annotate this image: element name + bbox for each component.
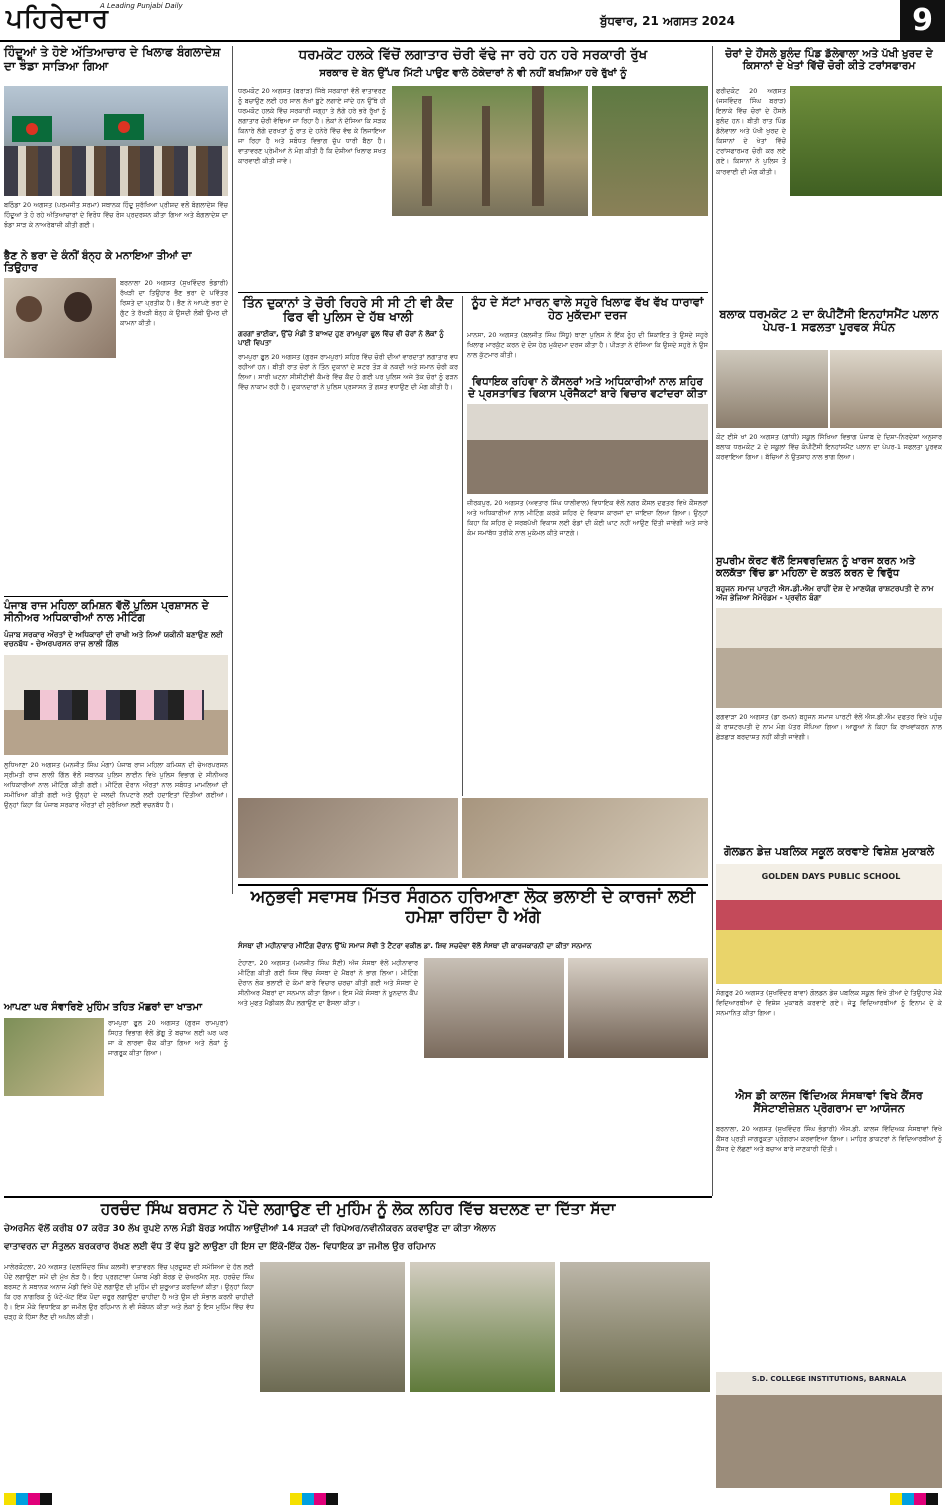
- swatch: [314, 1493, 326, 1505]
- honour-photo-2: [568, 958, 708, 1058]
- mla-meeting-body: ਜ਼ੀਰਕਪੁਰ, 20 ਅਗਸਤ (ਅਵਤਾਰ ਸਿੰਘ ਧਾਲੀਵਾਲ) ਵਿਧਾਇਕ ਵੱਲੋਂ ਨਗਰ ਕੌਂਸਲ ਦਫਤਰ ਵਿਖੇ ਕੌਂਸਲਰਾਂ ਅਤੇ ਅਧਿਕਾਰੀਆਂ ਨਾਲ ਮੀਟਿੰਗ ਕਰਕੇ ਸ਼ਹਿਰ ਦੇ ਵਿਕਾਸ ਕਾਰਜਾਂ ਦਾ ਜਾਇਜ਼ਾ ਲਿਆ ਗਿਆ। ਉਨ੍ਹਾਂ ਕਿਹਾ ਕਿ ਸ਼ਹਿਰ ਦੇ ਸਰਬਪੱਖੀ ਵਿਕਾਸ ਲਈ ਫੰਡਾਂ ਦੀ ਕੋਈ ਘਾਟ ਨਹੀਂ ਆਉਣ ਦਿੱਤੀ ਜਾਵੇਗੀ ਅਤੇ ਸਾਰੇ ਕੰਮ ਸਮਾਂਬੱਧ ਤਰੀਕੇ ਨਾਲ ਮੁਕੰਮਲ ਕੀਤੇ ਜਾਣਗੇ।: [467, 499, 708, 538]
- theft-subhead: ਗਰਗਾਂ ਭਾਈਕਾ, ਉੱਚੇ ਮੰਡੀ ਤੋਂ ਬਾਅਦ ਹੁਣ ਰਾਮਪੁਰਾ ਫੂਲ ਵਿੱਚ ਵੀ ਚੋਰਾਂ ਨੇ ਲੋਕਾਂ ਨੂੰ ਪਾਈ ਵਿਪਤਾ: [238, 330, 444, 347]
- memorandum-photo: [716, 608, 942, 708]
- left-story-1-body: ਬਠਿੰਡਾ 20 ਅਗਸਤ (ਪਰਮਜੀਤ ਸਰਮਾ) ਸਥਾਨਕ ਹਿੰਦੂ ਸੁਰੱਖਿਆ ਪ੍ਰੀਸ਼ਦ ਵਲੋਂ ਬੰਗਲਾਦੇਸ਼ ਵਿੱਚ ਹਿੰਦੂਆਂ ਤੇ ਹੋ ਰਹੇ ਅੱਤਿਆਚਾਰਾਂ ਦੇ ਵਿਰੋਧ ਵਿੱਚ ਰੋਸ ਪ੍ਰਦਰਸ਼ਨ ਕੀਤਾ ਗਿਆ ਅਤੇ ਬੰਗਲਾਦੇਸ਼ ਦਾ ਝੰਡਾ ਸਾੜ ਕੇ ਨਾਅਰੇਬਾਜ਼ੀ ਕੀਤੀ ਗਈ।: [4, 201, 228, 230]
- daughter-in-law-headline: ਨੂੰਹ ਦੇ ਸੱਟਾਂ ਮਾਰਨ ਵਾਲੇ ਸਹੁਰੇ ਖਿਲਾਫ ਵੱਖ ਵੱਖ ਧਾਰਾਵਾਂ ਹੇਠ ਮੁਕੱਦਮਾ ਦਰਜ: [471, 295, 704, 323]
- color-registration-bar-center: [290, 1493, 338, 1505]
- planting-photo-1: [260, 1262, 405, 1392]
- left-headline-2: ਭੈਣ ਨੇ ਭਰਾ ਦੇ ਕੰਨੀਂ ਬੰਨ੍ਹ ਕੇ ਮਨਾਇਆ ਤੀਆਂ ਦਾ ਤਿਉਹਾਰ: [4, 250, 192, 275]
- column-divider: [232, 46, 233, 894]
- left-story-4-body: ਰਾਮਪੁਰਾ ਫੂਲ 20 ਅਗਸਤ (ਗੁਰਜ ਰਾਮਪੁਰਾ) ਸਿਹਤ ਵਿਭਾਗ ਵੱਲੋਂ ਡੇਂਗੂ ਤੋਂ ਬਚਾਅ ਲਈ ਘਰ ਘਰ ਜਾ ਕੇ ਲਾਰਵਾ ਚੈਕ ਕੀਤਾ ਗਿਆ ਅਤੇ ਲੋਕਾਂ ਨੂੰ ਜਾਗਰੂਕ ਕੀਤਾ ਗਿਆ।: [108, 1019, 228, 1058]
- right-headline-3: ਸੁਪਰੀਮ ਕੋਰਟ ਵੱਲੋਂ ਇਸਵਰਦਿਸ਼ਨ ਨੂੰ ਖਾਰਜ ਕਰਨ ਅਤੇ ਕਲਕੱਤਾ ਵਿੱਚ ਡਾ ਮਹਿਲਾ ਦੇ ਕਤਲ ਕਰਨ ਦੇ ਵਿਰੁੱਧ: [716, 556, 915, 579]
- protest-photo: [4, 86, 228, 196]
- mla-meeting-photo: [467, 404, 708, 494]
- planting-photo-2: [410, 1262, 555, 1392]
- cctv-photo: [238, 798, 458, 878]
- bottom-subhead-2: ਵਾਤਾਵਰਨ ਦਾ ਸੰਤੁਲਨ ਬਰਕਰਾਰ ਰੱਖਣ ਲਈ ਵੱਧ ਤੋਂ ਵੱਧ ਬੂਟੇ ਲਾਉਣਾ ਹੀ ਇਸ ਦਾ ਇੱਕੋ-ਇੱਕ ਹੱਲ- ਵਿਧਾਇਕ ਡਾ ਜਮੀਲ ਉਰ ਰਹਿਮਾਨ: [4, 1242, 436, 1252]
- masthead: [0, 0, 945, 42]
- swatch: [4, 1493, 16, 1505]
- planting-photo-3: [560, 1262, 710, 1392]
- swatch: [290, 1493, 302, 1505]
- exam-photo-1: [716, 350, 828, 428]
- swatch: [914, 1493, 926, 1505]
- health-org-body: ਟੋਹਾਣਾ, 20 ਅਗਸਤ (ਮਨਜੀਤ ਸਿੰਘ ਸੈਣੀ) ਅੱਜ ਸੰਸਥਾ ਵੱਲੋਂ ਮਹੀਨਾਵਾਰ ਮੀਟਿੰਗ ਕੀਤੀ ਗਈ ਜਿਸ ਵਿੱਚ ਸੰਸਥਾ ਦੇ ਮੈਂਬਰਾਂ ਨੇ ਭਾਗ ਲਿਆ। ਮੀਟਿੰਗ ਦੌਰਾਨ ਲੋਕ ਭਲਾਈ ਦੇ ਕੰਮਾਂ ਬਾਰੇ ਵਿਚਾਰ ਚਰਚਾ ਕੀਤੀ ਗਈ ਅਤੇ ਸੰਸਥਾ ਦੇ ਸੀਨੀਅਰ ਮੈਂਬਰਾਂ ਦਾ ਸਨਮਾਨ ਕੀਤਾ ਗਿਆ। ਇਸ ਮੌਕੇ ਸੰਸਥਾ ਨੇ ਖੂਨਦਾਨ ਕੈਂਪ ਅਤੇ ਮੁਫਤ ਮੈਡੀਕਲ ਕੈਂਪ ਲਗਾਉਣ ਦਾ ਫੈਸਲਾ ਕੀਤਾ।: [238, 959, 418, 1008]
- college-sign: S.D. COLLEGE INSTITUTIONS, BARNALA: [751, 1375, 907, 1383]
- right-headline-5: ਐਸ ਡੀ ਕਾਲਜ ਵਿੱਦਿਅਕ ਸੰਸਥਾਵਾਂ ਵਿਖੇ ਕੈਂਸਰ ਸੈਂਸੇਟਾਈਜ਼ੇਸ਼ਨ ਪ੍ਰੋਗਰਾਮ ਦਾ ਆਯੋਜਨ: [735, 1089, 923, 1115]
- right-subhead-3: ਬਹੁਜਨ ਸਮਾਜ ਪਾਰਟੀ ਐਸ.ਡੀ.ਐਮ ਰਾਹੀਂ ਦੇਸ਼ ਦੇ ਮਾਣਯੋਗ ਰਾਸ਼ਟਰਪਤੀ ਦੇ ਨਾਮ ਅੱਜ ਭੇਜਿਆ ਮੈਮੋਰੰਡਮ - ਪ੍ਰਵੀਨ ਬੰਗਾ: [716, 584, 934, 603]
- bottom-body: ਮਾਲੇਰਕੋਟਲਾ, 20 ਅਗਸਤ (ਦਲਜਿੰਦਰ ਸਿੰਘ ਕਲਸੀ) ਵਾਤਾਵਰਨ ਵਿੱਚ ਪ੍ਰਦੂਸ਼ਣ ਦੀ ਸਮੱਸਿਆ ਦੇ ਹੱਲ ਲਈ ਪੌਦੇ ਲਗਾਉਣਾ ਸਮੇਂ ਦੀ ਮੁੱਖ ਲੋੜ ਹੈ। ਇਹ ਪ੍ਰਗਟਾਵਾ ਪੰਜਾਬ ਮੰਡੀ ਬੋਰਡ ਦੇ ਚੇਅਰਮੈਨ ਸ੍ਰ. ਹਰਚੰਦ ਸਿੰਘ ਬਰਸਟ ਨੇ ਸਥਾਨਕ ਅਨਾਜ ਮੰਡੀ ਵਿਖੇ ਪੌਦੇ ਲਗਾਉਣ ਦੀ ਮੁਹਿੰਮ ਦੀ ਸ਼ੁਰੂਆਤ ਕਰਦਿਆਂ ਕੀਤਾ। ਉਨ੍ਹਾਂ ਕਿਹਾ ਕਿ ਹਰ ਨਾਗਰਿਕ ਨੂੰ ਘੱਟੋ-ਘੱਟ ਇੱਕ ਪੌਦਾ ਜ਼ਰੂਰ ਲਗਾਉਣਾ ਚਾਹੀਦਾ ਹੈ ਅਤੇ ਉਸ ਦੀ ਸੰਭਾਲ ਕਰਨੀ ਚਾਹੀਦੀ ਹੈ। ਇਸ ਮੌਕੇ ਵਿਧਾਇਕ ਡਾ ਜਮੀਲ ਉਰ ਰਹਿਮਾਨ ਨੇ ਵੀ ਸੰਬੋਧਨ ਕੀਤਾ ਅਤੇ ਲੋਕਾਂ ਨੂੰ ਇਸ ਮੁਹਿੰਮ ਵਿੱਚ ਵੱਧ ਚੜ੍ਹ ਕੇ ਹਿੱਸਾ ਲੈਣ ਦੀ ਅਪੀਲ ਕੀਤੀ।: [4, 1263, 254, 1322]
- issue-date: ਬੁੱਧਵਾਰ, 21 ਅਗਸਤ 2024: [600, 14, 735, 28]
- swatch: [326, 1493, 338, 1505]
- left-story-3-body: ਲੁਧਿਆਣਾ 20 ਅਗਸਤ (ਮਨਜੀਤ ਸਿੰਘ ਮੰਗਾ) ਪੰਜਾਬ ਰਾਜ ਮਹਿਲਾ ਕਮਿਸ਼ਨ ਦੀ ਚੇਅਰਪਰਸਨ ਸ੍ਰੀਮਤੀ ਰਾਜ ਲਾਲੀ ਗਿੱਲ ਵੱਲੋਂ ਸਥਾਨਕ ਪੁਲਿਸ ਲਾਈਨ ਵਿਖੇ ਪੁਲਿਸ ਵਿਭਾਗ ਦੇ ਸੀਨੀਅਰ ਅਧਿਕਾਰੀਆਂ ਨਾਲ ਮੀਟਿੰਗ ਕੀਤੀ ਗਈ। ਮੀਟਿੰਗ ਦੌਰਾਨ ਔਰਤਾਂ ਨਾਲ ਸਬੰਧਤ ਮਾਮਲਿਆਂ ਦੀ ਸਮੀਖਿਆ ਕੀਤੀ ਗਈ ਅਤੇ ਉਨ੍ਹਾਂ ਦੇ ਜਲਦੀ ਨਿਪਟਾਰੇ ਲਈ ਹਦਾਇਤਾਂ ਦਿੱਤੀਆਂ ਗਈਆਂ। ਉਨ੍ਹਾਂ ਕਿਹਾ ਕਿ ਪੰਜਾਬ ਸਰਕਾਰ ਔਰਤਾਂ ਦੀ ਸੁਰੱਖਿਆ ਲਈ ਵਚਨਬੱਧ ਹੈ।: [4, 761, 228, 810]
- swatch: [926, 1493, 938, 1505]
- right-story-2-body: ਕੋਟ ਈਸੇ ਖਾਂ 20 ਅਗਸਤ (ਗਾਂਧੀ) ਸਕੂਲ ਸਿੱਖਿਆ ਵਿਭਾਗ ਪੰਜਾਬ ਦੇ ਦਿਸ਼ਾ-ਨਿਰਦੇਸ਼ਾਂ ਅਨੁਸਾਰ ਬਲਾਕ ਧਰਮਕੋਟ 2 ਦੇ ਸਕੂਲਾਂ ਵਿੱਚ ਕੰਪੀਟੈਂਸੀ ਇਨਹਾਂਸਮੈਂਟ ਪਲਾਨ ਦਾ ਪੇਪਰ-1 ਸਫਲਤਾ ਪੂਰਵਕ ਕਰਵਾਇਆ ਗਿਆ। ਬੱਚਿਆਂ ਨੇ ਉਤਸ਼ਾਹ ਨਾਲ ਭਾਗ ਲਿਆ।: [716, 433, 942, 462]
- health-org-subhead: ਸੰਸਥਾ ਦੀ ਮਹੀਨਾਵਾਰ ਮੀਟਿੰਗ ਦੌਰਾਨ ਉੱਘੇ ਸਮਾਜ ਸੇਵੀ ਤੇ ਟੈਂਟਰਾ ਵਕੀਲ ਡਾ. ਸ਼ਿਵ ਸਚਦੇਵਾ ਵੱਲੋਂ ਸੰਸਥਾ ਦੀ ਕਾਰਜਕਾਰਨੀ ਦਾ ਕੀਤਾ ਸਨਮਾਨ: [238, 942, 592, 950]
- page-number: 9: [900, 0, 945, 42]
- shop-photo: [462, 798, 708, 878]
- bottom-headline: ਹਰਚੰਦ ਸਿੰਘ ਬਰਸਟ ਨੇ ਪੌਦੇ ਲਗਾਉਣ ਦੀ ਮੁਹਿੰਮ ਨੂੰ ਲੋਕ ਲਹਿਰ ਵਿੱਚ ਬਦਲਣ ਦਾ ਦਿੱਤਾ ਸੱਦਾ: [100, 1199, 616, 1218]
- exam-photo-2: [830, 350, 942, 428]
- cut-tree-photo: [592, 86, 708, 216]
- daughter-in-law-body: ਮਾਨਸਾ, 20 ਅਗਸਤ (ਬਲਜੀਤ ਸਿੰਘ ਸਿੱਧੂ) ਥਾਣਾ ਪੁਲਿਸ ਨੇ ਇੱਕ ਨੂੰਹ ਦੀ ਸ਼ਿਕਾਇਤ ਤੇ ਉਸਦੇ ਸਹੁਰੇ ਖਿਲਾਫ ਮਾਰਕੁੱਟ ਕਰਨ ਦੇ ਦੋਸ਼ ਹੇਠ ਮੁਕੱਦਮਾ ਦਰਜ ਕੀਤਾ ਹੈ। ਪੀੜਤਾ ਨੇ ਦੱਸਿਆ ਕਿ ਉਸਦੇ ਸਹੁਰੇ ਨੇ ਉਸ ਨਾਲ ਕੁੱਟਮਾਰ ਕੀਤੀ।: [467, 331, 708, 360]
- right-story-3-body: ਫਗਵਾੜਾ 20 ਅਗਸਤ (ਡਾ ਰਮਨ) ਬਹੁਜਨ ਸਮਾਜ ਪਾਰਟੀ ਵੱਲੋਂ ਐਸ.ਡੀ.ਐਮ ਦਫਤਰ ਵਿਖੇ ਪਹੁੰਚ ਕੇ ਰਾਸ਼ਟਰਪਤੀ ਦੇ ਨਾਮ ਮੰਗ ਪੱਤਰ ਸੌਂਪਿਆ ਗਿਆ। ਆਗੂਆਂ ਨੇ ਕਿਹਾ ਕਿ ਰਾਖਵਾਂਕਰਨ ਨਾਲ ਛੇੜਛਾੜ ਬਰਦਾਸ਼ਤ ਨਹੀਂ ਕੀਤੀ ਜਾਵੇਗੀ।: [716, 713, 942, 742]
- swatch: [40, 1493, 52, 1505]
- tagline: A Leading Punjabi Daily: [100, 2, 183, 10]
- right-headline-1: ਚੋਰਾਂ ਦੇ ਹੌਂਸਲੇ ਬੁਲੰਦ ਪਿੰਡ ਡੱਲੇਵਾਲਾ ਅਤੇ ਪੱਖੀ ਖੁਰਦ ਦੇ ਕਿਸਾਨਾਂ ਦੇ ਖੇਤਾਂ ਵਿੱਚੋਂ ਚੋਰੀ ਕੀਤੇ ਟਰਾਂਸਫਾਰਮ: [725, 48, 933, 73]
- left-headline-1: ਹਿੰਦੂਆਂ ਤੇ ਹੋਏ ਅੱਤਿਆਚਾਰ ਦੇ ਖਿਲਾਫ ਬੰਗਲਾਦੇਸ਼ ਦਾ ਝੰਡਾ ਸਾੜਿਆ ਗਿਆ: [4, 45, 221, 73]
- rakhi-photo: [4, 278, 116, 358]
- swatch: [890, 1493, 902, 1505]
- theft-headline: ਤਿੰਨ ਦੁਕਾਨਾਂ ਤੇ ਚੋਰੀ ਰਿਹਰੇ ਸੀ ਸੀ ਟੀ ਵੀ ਕੈਦ ਫਿਰ ਵੀ ਪੁਲਿਸ ਦੇ ਹੱਥ ਖਾਲੀ: [242, 295, 454, 325]
- swatch: [302, 1493, 314, 1505]
- theft-body: ਰਾਮਪੁਰਾ ਫੂਲ 20 ਅਗਸਤ (ਗੁਰਜ ਰਾਮਪੁਰਾ) ਸ਼ਹਿਰ ਵਿੱਚ ਚੋਰੀ ਦੀਆਂ ਵਾਰਦਾਤਾਂ ਲਗਾਤਾਰ ਵਧ ਰਹੀਆਂ ਹਨ। ਬੀਤੀ ਰਾਤ ਚੋਰਾਂ ਨੇ ਤਿੰਨ ਦੁਕਾਨਾਂ ਦੇ ਸ਼ਟਰ ਤੋੜ ਕੇ ਨਕਦੀ ਅਤੇ ਸਮਾਨ ਚੋਰੀ ਕਰ ਲਿਆ। ਸਾਰੀ ਘਟਨਾ ਸੀਸੀਟੀਵੀ ਕੈਮਰੇ ਵਿੱਚ ਕੈਦ ਹੋ ਗਈ ਪਰ ਪੁਲਿਸ ਅਜੇ ਤੱਕ ਚੋਰਾਂ ਨੂੰ ਫੜਨ ਵਿੱਚ ਨਾਕਾਮ ਰਹੀ ਹੈ। ਦੁਕਾਨਦਾਰਾਂ ਨੇ ਪੁਲਿਸ ਪ੍ਰਸ਼ਾਸਨ ਤੋਂ ਗਸ਼ਤ ਵਧਾਉਣ ਦੀ ਮੰਗ ਕੀਤੀ ਹੈ।: [238, 353, 458, 392]
- lead-body: ਧਰਮਕੋਟ 20 ਅਗਸਤ (ਬਰਾੜ) ਜਿੱਥੇ ਸਰਕਾਰਾਂ ਵੱਲੋਂ ਵਾਤਾਵਰਣ ਨੂੰ ਬਚਾਉਣ ਲਈ ਹਰ ਸਾਲ ਲੱਖਾਂ ਬੂਟੇ ਲਗਾਏ ਜਾਂਦੇ ਹਨ ਉੱਥੇ ਹੀ ਧਰਮਕੋਟ ਹਲਕੇ ਵਿੱਚ ਸਰਕਾਰੀ ਜਗ੍ਹਾ ਤੇ ਲੱਗੇ ਹਰੇ ਭਰੇ ਰੁੱਖਾਂ ਨੂੰ ਲਗਾਤਾਰ ਚੋਰੀ ਵੱਢਿਆ ਜਾ ਰਿਹਾ ਹੈ। ਲੋਕਾਂ ਨੇ ਦੱਸਿਆ ਕਿ ਸੜਕ ਕਿਨਾਰੇ ਲੱਗੇ ਦਰਖਤਾਂ ਨੂੰ ਰਾਤ ਦੇ ਹਨੇਰੇ ਵਿੱਚ ਵੱਢ ਕੇ ਲਿਜਾਇਆ ਜਾ ਰਿਹਾ ਹੈ ਅਤੇ ਸਬੰਧਤ ਵਿਭਾਗ ਚੁੱਪ ਧਾਰੀ ਬੈਠਾ ਹੈ। ਵਾਤਾਵਰਣ ਪ੍ਰੇਮੀਆਂ ਨੇ ਮੰਗ ਕੀਤੀ ਹੈ ਕਿ ਦੋਸ਼ੀਆਂ ਖਿਲਾਫ ਸਖਤ ਕਾਰਵਾਈ ਕੀਤੀ ਜਾਵੇ।: [238, 87, 386, 166]
- right-story-4-body: ਸੰਗਰੂਰ 20 ਅਗਸਤ (ਸੁਖਵਿੰਦਰ ਬਾਵਾ) ਗੋਲਡਨ ਡੇਜ਼ ਪਬਲਿਕ ਸਕੂਲ ਵਿਖੇ ਤੀਆਂ ਦੇ ਤਿਉਹਾਰ ਮੌਕੇ ਵਿਦਿਆਰਥੀਆਂ ਦੇ ਵਿਸ਼ੇਸ਼ ਮੁਕਾਬਲੇ ਕਰਵਾਏ ਗਏ। ਜੇਤੂ ਵਿਦਿਆਰਥੀਆਂ ਨੂੰ ਇਨਾਮ ਦੇ ਕੇ ਸਨਮਾਨਿਤ ਕੀਤਾ ਗਿਆ।: [716, 989, 942, 1018]
- left-subhead-3: ਪੰਜਾਬ ਸਰਕਾਰ ਔਰਤਾਂ ਦੇ ਅਧਿਕਾਰਾਂ ਦੀ ਰਾਖੀ ਅਤੇ ਨਿਆਂ ਯਕੀਨੀ ਬਣਾਉਣ ਲਈ ਵਚਨਬੱਧ - ਚੇਅਰਪਰਸਨ ਰਾਜ ਲਾਲੀ ਗਿੱਲ: [4, 630, 223, 649]
- honour-photo-1: [424, 958, 564, 1058]
- right-story-5-body: ਬਰਨਾਲਾ, 20 ਅਗਸਤ (ਸੁਖਵਿੰਦਰ ਸਿੰਘ ਭੰਡਾਰੀ) ਐਸ.ਡੀ. ਕਾਲਜ ਵਿੱਦਿਅਕ ਸੰਸਥਾਵਾਂ ਵਿਖੇ ਕੈਂਸਰ ਪ੍ਰਤੀ ਜਾਗਰੂਕਤਾ ਪ੍ਰੋਗਰਾਮ ਕਰਵਾਇਆ ਗਿਆ। ਮਾਹਿਰ ਡਾਕਟਰਾਂ ਨੇ ਵਿਦਿਆਰਥੀਆਂ ਨੂੰ ਕੈਂਸਰ ਦੇ ਲੱਛਣਾਂ ਅਤੇ ਬਚਾਅ ਬਾਰੇ ਜਾਣਕਾਰੀ ਦਿੱਤੀ।: [716, 1125, 942, 1154]
- field-photo: [790, 86, 942, 196]
- tree-stumps-photo: [392, 86, 588, 216]
- school-sign: GOLDEN DAYS PUBLIC SCHOOL: [761, 872, 901, 881]
- meeting-photo: [4, 655, 228, 755]
- right-headline-4: ਗੋਲਡਨ ਡੇਜ਼ ਪਬਲਿਕ ਸਕੂਲ ਕਰਵਾਏ ਵਿਸ਼ੇਸ਼ ਮੁਕਾਬਲੇ: [723, 845, 935, 858]
- lead-subhead: ਸਰਕਾਰ ਦੇ ਬੇਨ ਉੱਪਰ ਮਿੱਟੀ ਪਾਉਣ ਵਾਲੇ ਠੇਕੇਦਾਰਾਂ ਨੇ ਵੀ ਨਹੀਂ ਬਖਸ਼ਿਆ ਹਰੇ ਰੁੱਖਾਂ ਨੂੰ: [319, 68, 627, 79]
- color-registration-bar-left: [4, 1493, 52, 1505]
- school-photo: [716, 864, 942, 984]
- newspaper-logo: ਪਹਿਰੇਦਾਰ: [6, 4, 109, 34]
- bottom-subhead-1: ਚੇਅਰਮੈਨ ਵੱਲੋਂ ਕਰੀਬ 07 ਕਰੋੜ 30 ਲੱਖ ਰੁਪਏ ਨਾਲ ਮੰਡੀ ਬੋਰਡ ਅਧੀਨ ਆਉਂਦੀਆਂ 14 ਸੜਕਾਂ ਦੀ ਰਿਪੇਅਰ/ਨਵੀਨੀਕਰਨ ਕਰਵਾਉਣ ਦਾ ਕੀਤਾ ਐਲਾਨ: [4, 1224, 496, 1234]
- mla-meeting-headline: ਵਿਧਾਇਕ ਰਹਿਵਾ ਨੇ ਕੌਂਸਲਰਾਂ ਅਤੇ ਅਧਿਕਾਰੀਆਂ ਨਾਲ ਸ਼ਹਿਰ ਦੇ ਪ੍ਰਸਤਾਵਿਤ ਵਿਕਾਸ ਪ੍ਰੋਜੈਕਟਾਂ ਬਾਰੇ ਵਿਚਾਰ ਵਟਾਂਦਰਾ ਕੀਤਾ: [468, 376, 707, 401]
- color-registration-bar-right: [890, 1493, 938, 1505]
- left-headline-3: ਪੰਜਾਬ ਰਾਜ ਮਹਿਲਾ ਕਮਿਸ਼ਨ ਵੱਲੋਂ ਪੁਲਿਸ ਪ੍ਰਸ਼ਾਸਨ ਦੇ ਸੀਨੀਅਰ ਅਧਿਕਾਰੀਆਂ ਨਾਲ ਮੀਟਿੰਗ: [4, 600, 209, 625]
- swatch: [28, 1493, 40, 1505]
- left-headline-4: ਆਪਣਾ ਘਰ ਸੰਵਾਰਿਏ ਮੁਹਿੰਮ ਤਹਿਤ ਮੱਛਰਾਂ ਦਾ ਖਾਤਮਾ: [4, 1002, 202, 1013]
- swatch: [902, 1493, 914, 1505]
- left-story-2-body-a: ਬਰਨਾਲਾ 20 ਅਗਸਤ (ਸੁਖਵਿੰਦਰ ਭੰਡਾਰੀ) ਰੱਖੜੀ ਦਾ ਤਿਉਹਾਰ ਭੈਣ ਭਰਾ ਦੇ ਪਵਿੱਤਰ ਰਿਸ਼ਤੇ ਦਾ ਪ੍ਰਤੀਕ ਹੈ। ਭੈਣ ਨੇ ਆਪਣੇ ਭਰਾ ਦੇ ਗੁੱਟ ਤੇ ਰੱਖੜੀ ਬੰਨ੍ਹ ਕੇ ਉਸਦੀ ਲੰਬੀ ਉਮਰ ਦੀ ਕਾਮਨਾ ਕੀਤੀ।: [120, 279, 228, 328]
- right-headline-2: ਬਲਾਕ ਧਰਮਕੋਟ 2 ਦਾ ਕੰਪੀਟੈਂਸੀ ਇਨਹਾਂਸਮੈਂਟ ਪਲਾਨ ਪੇਪਰ-1 ਸਫਲਤਾ ਪੂਰਵਕ ਸੰਪੰਨ: [719, 307, 939, 335]
- flag-graphic: [12, 116, 52, 142]
- lead-headline: ਧਰਮਕੋਟ ਹਲਕੇ ਵਿੱਚੋਂ ਲਗਾਤਾਰ ਚੋਰੀ ਵੱਢੇ ਜਾ ਰਹੇ ਹਨ ਹਰੇ ਸਰਕਾਰੀ ਰੁੱਖ: [298, 47, 648, 63]
- fogging-photo: [4, 1018, 104, 1096]
- college-photo: [716, 1372, 942, 1488]
- right-story-1-body: ਫਰੀਦਕੋਟ 20 ਅਗਸਤ (ਜਸਵਿੰਦਰ ਸਿੰਘ ਬਰਾੜ) ਇਲਾਕੇ ਵਿੱਚ ਚੋਰਾਂ ਦੇ ਹੌਂਸਲੇ ਬੁਲੰਦ ਹਨ। ਬੀਤੀ ਰਾਤ ਪਿੰਡ ਡੱਲੇਵਾਲਾ ਅਤੇ ਪੱਖੀ ਖੁਰਦ ਦੇ ਕਿਸਾਨਾਂ ਦੇ ਖੇਤਾਂ ਵਿੱਚੋਂ ਟਰਾਂਸਫਾਰਮਰ ਚੋਰੀ ਕਰ ਲਏ ਗਏ। ਕਿਸਾਨਾਂ ਨੇ ਪੁਲਿਸ ਤੋਂ ਕਾਰਵਾਈ ਦੀ ਮੰਗ ਕੀਤੀ।: [716, 87, 786, 176]
- health-org-headline: ਅਨੁਭਵੀ ਸਵਾਸਥ ਮਿੱਤਰ ਸੰਗਠਨ ਹਰਿਆਣਾ ਲੋਕ ਭਲਾਈ ਦੇ ਕਾਰਜਾਂ ਲਈ ਹਮੇਸ਼ਾ ਰਹਿੰਦਾ ਹੈ ਅੱਗੇ: [250, 887, 696, 927]
- swatch: [16, 1493, 28, 1505]
